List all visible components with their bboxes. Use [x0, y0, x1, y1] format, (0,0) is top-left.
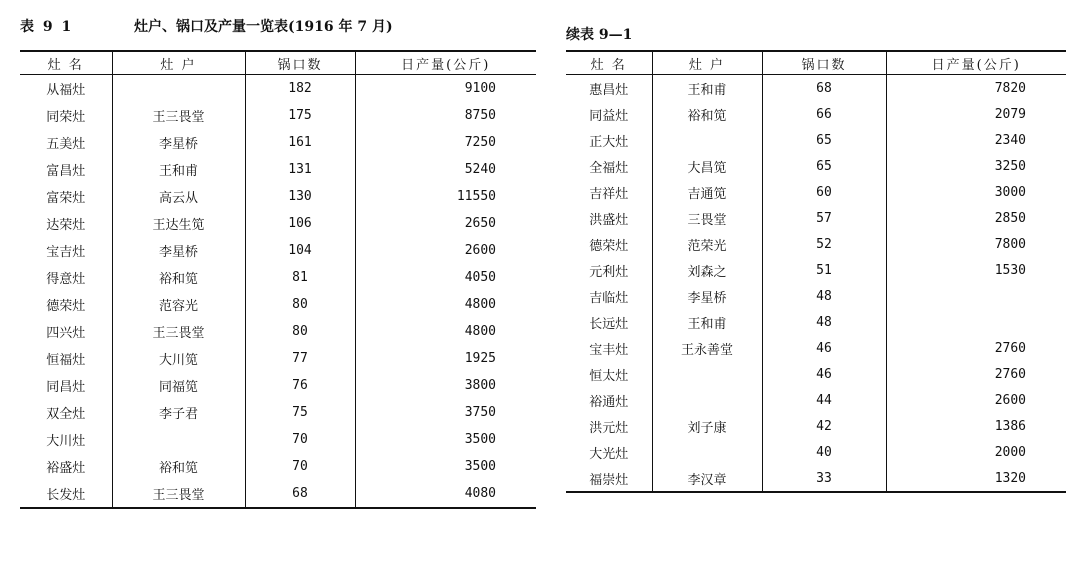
- cell-daily-output: 2650: [355, 210, 536, 237]
- cell-daily-output: 2600: [355, 237, 536, 264]
- cell-pot-count: 75: [245, 399, 355, 426]
- cell-daily-output: 5240: [355, 156, 536, 183]
- cell-owner: 裕和笕: [112, 264, 245, 291]
- cell-daily-output: 3800: [355, 372, 536, 399]
- cell-stove-name: 洪盛灶: [589, 212, 629, 228]
- cell-stove-name: 吉临灶: [589, 290, 629, 306]
- cell-owner: 范荣光: [652, 231, 762, 257]
- cell-stove-name: 五美灶: [46, 137, 86, 152]
- header-row: [20, 51, 536, 75]
- cell-stove-name: 德荣灶: [46, 299, 86, 314]
- cell-pot-count: 48: [762, 309, 886, 335]
- cell-pot-count: 51: [762, 257, 886, 283]
- cell-pot-count: 52: [762, 231, 886, 257]
- cell-stove-name: 大光灶: [589, 446, 629, 462]
- cell-stove-name: 得意灶: [46, 272, 86, 287]
- table-row: [20, 183, 536, 210]
- cell-owner: 李星桥: [652, 283, 762, 309]
- cell-pot-count: 68: [245, 480, 355, 508]
- cell-pot-count: 80: [245, 318, 355, 345]
- cell-pot-count: 42: [762, 413, 886, 439]
- cell-daily-output: 1386: [886, 413, 1066, 439]
- cell-daily-output: 1530: [886, 257, 1066, 283]
- cell-daily-output: 7800: [886, 231, 1066, 257]
- cell-owner: 李星桥: [112, 237, 245, 264]
- cell-pot-count: 60: [762, 179, 886, 205]
- cell-owner: [652, 439, 762, 465]
- cell-stove-name: 德荣灶: [589, 238, 629, 254]
- cell-stove-name: 双全灶: [46, 407, 86, 422]
- table-row: [20, 156, 536, 183]
- table-number: 表 9 1: [20, 19, 74, 35]
- header-owner: 灶 户: [652, 51, 762, 75]
- header-stove-name: 灶 名: [566, 51, 652, 75]
- cell-owner: 三畏堂: [652, 205, 762, 231]
- cell-pot-count: 80: [245, 291, 355, 318]
- cell-pot-count: 44: [762, 387, 886, 413]
- table-row: [20, 264, 536, 291]
- header-row: [566, 51, 1066, 75]
- table-row: [566, 153, 1066, 179]
- cell-owner: 李汉章: [652, 465, 762, 492]
- table-row: [20, 372, 536, 399]
- cell-daily-output: 4080: [355, 480, 536, 508]
- table-row: [566, 413, 1066, 439]
- cell-stove-name: 长发灶: [20, 480, 112, 508]
- table-row: [20, 102, 536, 129]
- left-table-panel: [20, 0, 536, 509]
- cell-pot-count: 46: [762, 335, 886, 361]
- cell-stove-name: 恒福灶: [46, 353, 86, 368]
- cell-pot-count: 46: [762, 361, 886, 387]
- cell-stove-name: 全福灶: [589, 160, 629, 176]
- cell-daily-output: 7250: [355, 129, 536, 156]
- cell-pot-count: 106: [245, 210, 355, 237]
- cell-owner: 刘森之: [652, 257, 762, 283]
- right-table-panel: [566, 0, 1066, 493]
- cell-stove-name: 从福灶: [46, 83, 86, 98]
- cell-pot-count: 57: [762, 205, 886, 231]
- cell-stove-name: 大川灶: [46, 434, 86, 449]
- cell-stove-name: 裕通灶: [589, 394, 629, 410]
- cell-owner: [652, 387, 762, 413]
- cell-daily-output: 2850: [886, 205, 1066, 231]
- cell-stove-name: 宝吉灶: [46, 245, 86, 260]
- table-row: [566, 439, 1066, 465]
- cell-daily-output: 2760: [886, 335, 1066, 361]
- table-title: 灶户、锅口及产量一览表(1916 年 7 月): [134, 19, 393, 35]
- table-row: [566, 465, 1066, 492]
- cell-pot-count: 104: [245, 237, 355, 264]
- header-daily-output: 日产量(公斤): [886, 51, 1066, 75]
- cell-pot-count: 77: [245, 345, 355, 372]
- cell-daily-output: 2340: [886, 127, 1066, 153]
- table-row: [566, 257, 1066, 283]
- cell-stove-name: 达荣灶: [46, 218, 86, 233]
- table-row: [566, 179, 1066, 205]
- cell-stove-name: 同荣灶: [46, 110, 86, 125]
- cell-stove-name: 恒太灶: [589, 368, 629, 384]
- cell-pot-count: 40: [762, 439, 886, 465]
- cell-stove-name: 福崇灶: [566, 465, 652, 492]
- cell-owner: 王达生笕: [112, 210, 245, 237]
- table-row: [20, 129, 536, 156]
- left-table-caption: [20, 0, 536, 50]
- header-owner: 灶 户: [112, 51, 245, 75]
- stove-table-right: [566, 50, 1066, 493]
- cell-owner: 刘子康: [652, 413, 762, 439]
- table-row: [20, 291, 536, 318]
- cell-pot-count: 81: [245, 264, 355, 291]
- cell-owner: 王和甫: [652, 309, 762, 335]
- cell-stove-name: 吉祥灶: [589, 186, 629, 202]
- cell-daily-output: 1925: [355, 345, 536, 372]
- table-row: [20, 210, 536, 237]
- cell-pot-count: 65: [762, 153, 886, 179]
- cell-owner: 高云从: [112, 183, 245, 210]
- cell-pot-count: 70: [245, 453, 355, 480]
- cell-daily-output: 2000: [886, 439, 1066, 465]
- cell-pot-count: 175: [245, 102, 355, 129]
- header-pot-count: 锅口数: [762, 51, 886, 75]
- cell-stove-name: 同益灶: [589, 108, 629, 124]
- table-row: [566, 205, 1066, 231]
- cell-stove-name: 富荣灶: [46, 191, 86, 206]
- cell-daily-output: 3500: [355, 426, 536, 453]
- cell-owner: [652, 127, 762, 153]
- cell-owner: 裕和笕: [112, 453, 245, 480]
- table-row: [566, 101, 1066, 127]
- left-table-body: [20, 75, 536, 509]
- cell-owner: 大川笕: [112, 345, 245, 372]
- cell-daily-output: 9100: [355, 75, 536, 103]
- header-pot-count: 锅口数: [245, 51, 355, 75]
- cell-pot-count: 131: [245, 156, 355, 183]
- cell-pot-count: 161: [245, 129, 355, 156]
- cell-stove-name: 宝丰灶: [589, 342, 629, 358]
- cell-stove-name: 惠昌灶: [589, 82, 629, 98]
- table-row: [566, 361, 1066, 387]
- table-row: [566, 231, 1066, 257]
- cell-pot-count: 33: [762, 465, 886, 492]
- cell-daily-output: 11550: [355, 183, 536, 210]
- cell-daily-output: 7820: [886, 75, 1066, 102]
- cell-pot-count: 70: [245, 426, 355, 453]
- cell-pot-count: 48: [762, 283, 886, 309]
- table-row: [566, 335, 1066, 361]
- cell-daily-output: 3000: [886, 179, 1066, 205]
- cell-daily-output: 3750: [355, 399, 536, 426]
- cell-stove-name: 富昌灶: [46, 164, 86, 179]
- cell-daily-output: 2079: [886, 101, 1066, 127]
- stove-table-left: [20, 50, 536, 509]
- cell-daily-output: 4800: [355, 318, 536, 345]
- cell-owner: 裕和笕: [652, 101, 762, 127]
- cell-stove-name: 裕盛灶: [46, 461, 86, 476]
- cell-pot-count: 182: [245, 75, 355, 103]
- cell-daily-output: 3500: [355, 453, 536, 480]
- cell-stove-name: 同昌灶: [46, 380, 86, 395]
- cell-pot-count: 68: [762, 75, 886, 102]
- table-continued-title: 续表 9—1: [566, 27, 633, 43]
- cell-owner: 王和甫: [652, 75, 762, 102]
- table-row: [566, 309, 1066, 335]
- cell-owner: 王三畏堂: [112, 480, 245, 508]
- cell-owner: 吉通笕: [652, 179, 762, 205]
- table-row: [20, 426, 536, 453]
- table-row: [566, 387, 1066, 413]
- table-row: [20, 345, 536, 372]
- cell-pot-count: 66: [762, 101, 886, 127]
- cell-owner: [112, 426, 245, 453]
- cell-owner: 王三畏堂: [112, 102, 245, 129]
- cell-stove-name: 四兴灶: [46, 326, 86, 341]
- cell-daily-output: [886, 309, 1066, 335]
- cell-owner: 同福笕: [112, 372, 245, 399]
- cell-owner: 王永善堂: [652, 335, 762, 361]
- cell-daily-output: 2600: [886, 387, 1066, 413]
- cell-daily-output: 2760: [886, 361, 1066, 387]
- cell-owner: 王和甫: [112, 156, 245, 183]
- cell-stove-name: 洪元灶: [589, 420, 629, 436]
- cell-daily-output: 8750: [355, 102, 536, 129]
- cell-owner: [112, 75, 245, 103]
- cell-owner: [652, 361, 762, 387]
- table-row: [566, 283, 1066, 309]
- cell-pot-count: 76: [245, 372, 355, 399]
- table-row: [20, 75, 536, 103]
- cell-daily-output: [886, 283, 1066, 309]
- right-table-caption: [566, 0, 1066, 50]
- table-row: [20, 453, 536, 480]
- table-row: [20, 237, 536, 264]
- cell-daily-output: 4050: [355, 264, 536, 291]
- cell-owner: 范容光: [112, 291, 245, 318]
- cell-daily-output: 3250: [886, 153, 1066, 179]
- right-table-body: [566, 75, 1066, 493]
- table-row: [566, 75, 1066, 102]
- cell-stove-name: 元利灶: [589, 264, 629, 280]
- table-row: [20, 480, 536, 508]
- header-stove-name: 灶 名: [20, 51, 112, 75]
- cell-daily-output: 4800: [355, 291, 536, 318]
- table-row: [566, 127, 1066, 153]
- cell-daily-output: 1320: [886, 465, 1066, 492]
- cell-owner: 李星桥: [112, 129, 245, 156]
- table-row: [20, 399, 536, 426]
- cell-stove-name: 长远灶: [589, 316, 629, 332]
- header-daily-output: 日产量(公斤): [355, 51, 536, 75]
- cell-owner: 大昌笕: [652, 153, 762, 179]
- cell-stove-name: 正大灶: [589, 134, 629, 150]
- table-row: [20, 318, 536, 345]
- cell-owner: 李子君: [112, 399, 245, 426]
- cell-pot-count: 130: [245, 183, 355, 210]
- cell-pot-count: 65: [762, 127, 886, 153]
- cell-owner: 王三畏堂: [112, 318, 245, 345]
